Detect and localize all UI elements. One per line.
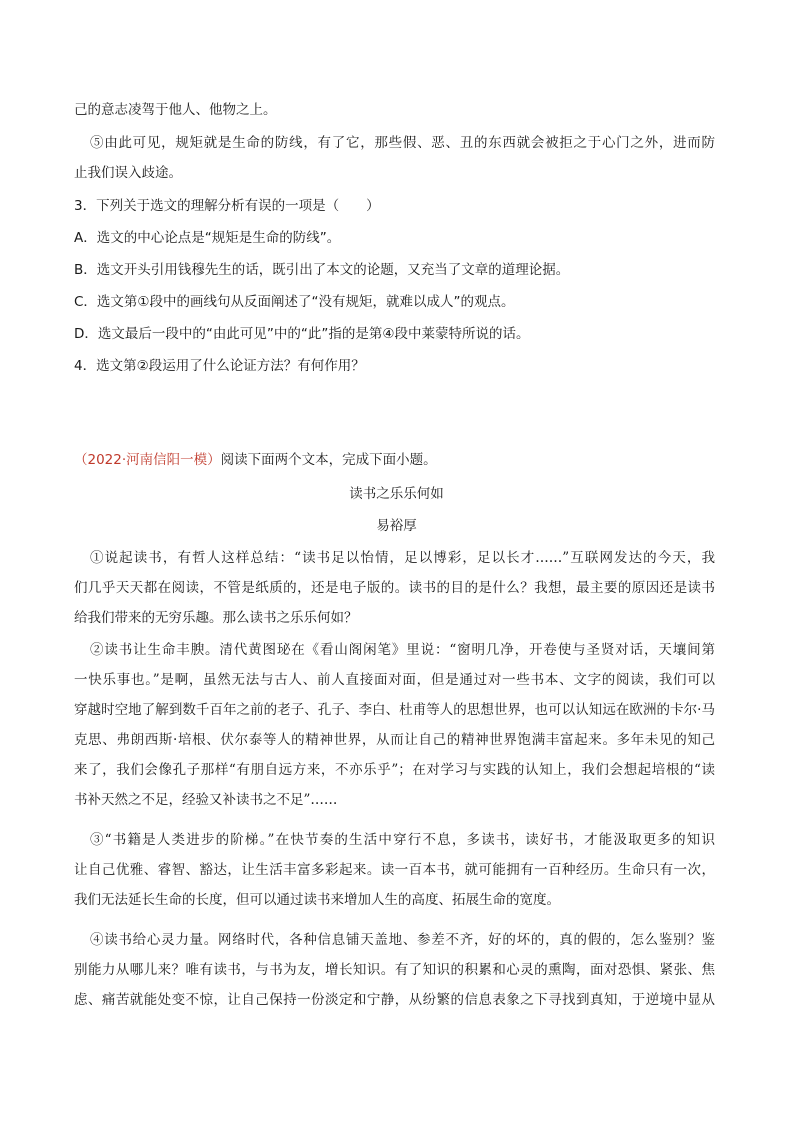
- question-3-option-d: D．选文最后一段中的“由此可见”中的“此”指的是第④段中莱蒙特所说的话。: [74, 326, 530, 342]
- paragraph-4-line: ④读书给心灵力量。网络时代，各种信息铺天盖地、参差不齐，好的坏的，真的假的，怎么鉴别？鉴: [90, 932, 715, 948]
- question-4-stem: 4．选文第②段运用了什么论证方法？有何作用？: [74, 358, 365, 374]
- reading-instruction: [74, 450, 724, 470]
- paragraph-2-line: 穿越时空地了解到数千百年之前的老子、孔子、李白、杜甫等人的思想世界，也可以认知远在欧洲的卡尔·马: [74, 702, 715, 718]
- paragraph-3-line: 让自己优雅、睿智、豁达，让生活丰富多彩起来。读一百本书，就可能拥有一百种经历。生命只有一次，: [74, 862, 715, 878]
- paragraph-2-line: 克思、弗朗西斯·培根、伏尔泰等人的精神世界，从而让自己的精神世界饱满丰富起来。多年未见的知己: [74, 732, 715, 748]
- question-3-option-b: B．选文开头引用钱穆先生的话，既引出了本文的论题，又充当了文章的道理论据。: [74, 262, 570, 278]
- question-3-stem: 3．下列关于选文的理解分析有误的一项是（ ）: [74, 198, 380, 214]
- paragraph-3-line: ③“书籍是人类进步的阶梯。”在快节奏的生活中穿行不息，多读书，读好书，才能汲取更多的知识: [90, 832, 715, 848]
- paragraph-3-line: 我们无法延长生命的长度，但可以通过读书来增加人生的高度、拓展生命的宽度。: [74, 892, 560, 908]
- instruction-text: 阅读下面两个文本，完成下面小题。: [220, 452, 437, 468]
- paragraph-tail: 己的意志凌驾于他人、他物之上。: [74, 102, 277, 118]
- question-3-option-c: C．选文第①段中的画线句从反面阐述了“没有规矩，就难以成人”的观点。: [74, 294, 515, 310]
- paragraph-5-line-2: 止我们误入歧途。: [74, 165, 182, 181]
- paragraph-4-line: 别能力从哪儿来？唯有读书，与书为友，增长知识。有了知识的积累和心灵的熏陶，面对恐惧、紧张、焦: [74, 962, 715, 978]
- paragraph-2-line: 书补天然之不足，经验又补读书之不足”……: [74, 792, 338, 808]
- paragraph-1-line: ①说起读书，有哲人这样总结：“读书足以怡情，足以博彩，足以长才……”互联网发达的今天，我: [90, 550, 715, 566]
- paragraph-2-line: 来了，我们会像孔子那样“有朋自远方来，不亦乐乎”；在对学习与实践的认知上，我们会想起培根的“读: [74, 762, 715, 778]
- paragraph-1-line: 给我们带来的无穷乐趣。那么读书之乐乐何如？: [74, 610, 358, 626]
- paragraph-1-line: 们几乎天天都在阅读，不管是纸质的，还是电子版的。读书的目的是什么？我想，最主要的原因还是读书: [74, 580, 715, 596]
- article-author: 易裕厚: [376, 518, 417, 534]
- article-title: 读书之乐乐何如: [349, 486, 444, 502]
- question-3-option-a: A．选文的中心论点是“规矩是生命的防线”。: [74, 230, 341, 246]
- paragraph-4-line: 虑、痛苦就能处变不惊，让自己保持一份淡定和宁静，从纷繁的信息表象之下寻找到真知，于逆境中显从: [74, 992, 715, 1008]
- source-tag: （2022·河南信阳一模）: [74, 452, 221, 468]
- paragraph-2-line: ②读书让生命丰腴。清代黄图珌在《看山阁闲笔》里说：“窗明几净，开卷使与圣贤对话，天壤间第: [90, 642, 715, 658]
- paragraph-2-line: 一快乐事也。”是啊，虽然无法与古人、前人直接面对面，但是通过对一些书本、文字的阅读，我们可以: [74, 672, 715, 688]
- paragraph-5-line-1: ⑤由此可见，规矩就是生命的防线，有了它，那些假、恶、丑的东西就会被拒之于心门之外，进而防: [90, 135, 715, 151]
